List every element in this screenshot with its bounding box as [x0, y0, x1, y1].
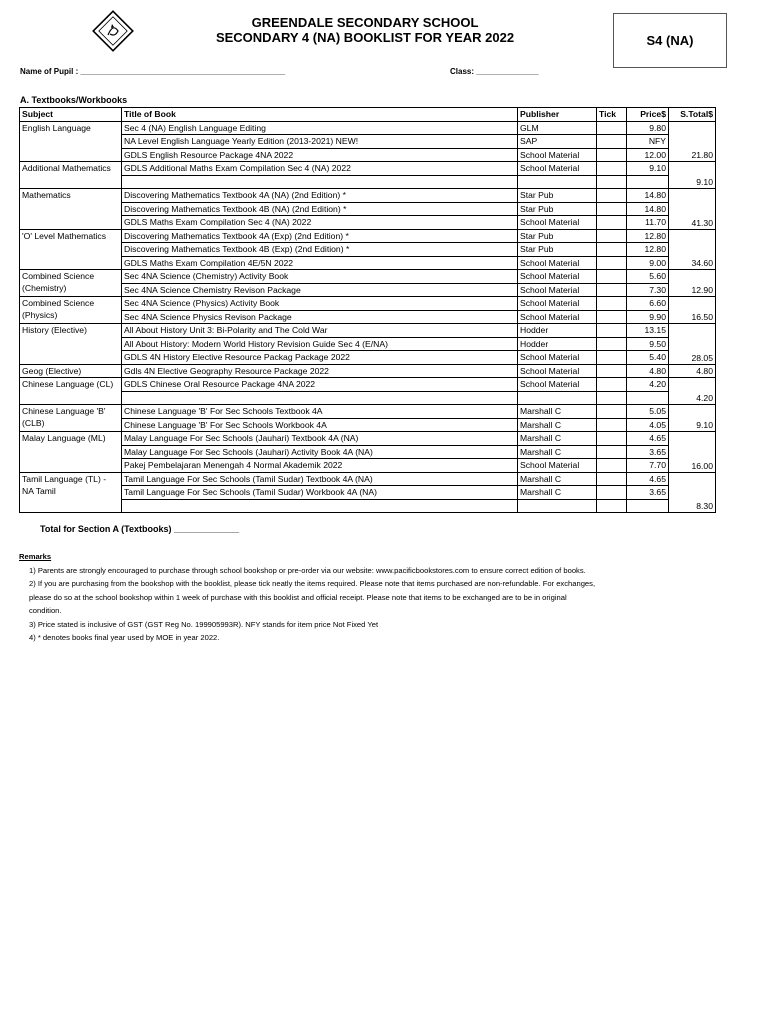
book-title-cell: GDLS English Resource Package 4NA 2022 [122, 148, 518, 162]
class-code-box [613, 13, 727, 68]
publisher-cell: School Material [518, 297, 597, 311]
subtotal-cell: 4.20 [669, 378, 716, 405]
tick-checkbox[interactable] [597, 405, 627, 419]
table-row [20, 391, 716, 405]
publisher-cell: Star Pub [518, 229, 597, 243]
table-row [20, 243, 716, 257]
remarks-title: Remarks [19, 552, 52, 561]
subject-cell: Geog (Elective) [20, 364, 122, 378]
table-row [20, 499, 716, 513]
book-title-cell: Gdls 4N Elective Geography Resource Package 2022 [122, 364, 518, 378]
table-row [20, 324, 716, 338]
book-title-cell: Sec 4NA Science (Chemistry) Activity Book [122, 270, 518, 284]
price-cell: 5.40 [627, 351, 669, 365]
table-row [20, 364, 716, 378]
subtotal-cell: 12.90 [669, 270, 716, 297]
price-cell [627, 499, 669, 513]
subtotal-cell: 16.50 [669, 297, 716, 324]
price-cell: 14.80 [627, 202, 669, 216]
tick-checkbox[interactable] [597, 351, 627, 365]
tick-checkbox[interactable] [597, 216, 627, 230]
price-cell: 4.20 [627, 378, 669, 392]
price-cell: 6.60 [627, 297, 669, 311]
publisher-cell: Hodder [518, 337, 597, 351]
subtotal-cell: 4.80 [669, 364, 716, 378]
publisher-cell: Star Pub [518, 189, 597, 203]
col-subject: Subject [20, 108, 122, 122]
subject-cell: Chinese Language 'B' (CLB) [20, 405, 122, 432]
tick-checkbox[interactable] [597, 499, 627, 513]
subtotal-cell: 16.00 [669, 432, 716, 473]
book-title-cell: Discovering Mathematics Textbook 4B (NA) (2nd Edition) * [122, 202, 518, 216]
tick-checkbox[interactable] [597, 148, 627, 162]
price-cell: NFY [627, 135, 669, 149]
book-title-cell: Tamil Language For Sec Schools (Tamil Sudar) Workbook 4A (NA) [122, 486, 518, 500]
publisher-cell: School Material [518, 459, 597, 473]
remarks-section [19, 550, 739, 645]
price-cell: 5.05 [627, 405, 669, 419]
school-name: GREENDALE SECONDARY SCHOOL [251, 15, 479, 30]
table-row [20, 162, 716, 176]
subtotal-cell: 41.30 [669, 189, 716, 230]
remark-item: 1) Parents are strongly encouraged to purchase through school bookshop or pre-order via our website: www.pacificbookstores.com to ensure correct edition of books. [29, 565, 586, 575]
table-row [20, 256, 716, 270]
table-row [20, 405, 716, 419]
price-cell: 4.65 [627, 432, 669, 446]
table-row [20, 472, 716, 486]
tick-checkbox[interactable] [597, 364, 627, 378]
book-title-cell: GDLS 4N History Elective Resource Packag Package 2022 [122, 351, 518, 365]
tick-checkbox[interactable] [597, 337, 627, 351]
book-title-cell [122, 391, 518, 405]
book-title-cell: Sec 4NA Science (Physics) Activity Book [122, 297, 518, 311]
table-row [20, 337, 716, 351]
publisher-cell: School Material [518, 310, 597, 324]
price-cell: 3.65 [627, 445, 669, 459]
remark-item: condition. [29, 606, 62, 615]
publisher-cell: School Material [518, 162, 597, 176]
book-title-cell: Chinese Language 'B' For Sec Schools Workbook 4A [122, 418, 518, 432]
book-title-cell: All About History Unit 3: Bi-Polarity and The Cold War [122, 324, 518, 338]
subtotal-cell: 34.60 [669, 229, 716, 270]
subject-cell: Combined Science (Chemistry) [20, 270, 122, 297]
publisher-cell: SAP [518, 135, 597, 149]
remark-item: 3) Price stated is inclusive of GST (GST Reg No. 199905993R). NFY stands for item price Not Fixed Yet [29, 619, 379, 629]
price-cell [627, 175, 669, 189]
class-code: S4 (NA) [646, 33, 694, 48]
price-cell: 9.10 [627, 162, 669, 176]
publisher-cell: GLM [518, 121, 597, 135]
book-title-cell: NA Level English Language Yearly Edition (2013-2021) NEW! [122, 135, 518, 149]
book-title-cell: Malay Language For Sec Schools (Jauhari) Textbook 4A (NA) [122, 432, 518, 446]
publisher-cell: School Material [518, 283, 597, 297]
booklist-title: SECONDARY 4 (NA) BOOKLIST FOR YEAR 2022 [215, 30, 515, 45]
table-row [20, 351, 716, 365]
table-row [20, 229, 716, 243]
price-cell: 12.00 [627, 148, 669, 162]
table-header-row [20, 108, 716, 122]
price-cell: 9.50 [627, 337, 669, 351]
tick-checkbox[interactable] [597, 202, 627, 216]
publisher-cell [518, 391, 597, 405]
subject-cell: History (Elective) [20, 324, 122, 365]
table-row [20, 270, 716, 284]
publisher-cell [518, 499, 597, 513]
publisher-cell: School Material [518, 148, 597, 162]
table-row [20, 121, 716, 135]
table-row [20, 283, 716, 297]
subject-cell: Malay Language (ML) [20, 432, 122, 473]
publisher-cell: Hodder [518, 324, 597, 338]
publisher-cell: Marshall C [518, 445, 597, 459]
price-cell: 4.05 [627, 418, 669, 432]
book-title-cell: GDLS Maths Exam Compilation 4E/5N 2022 [122, 256, 518, 270]
book-title-cell: Pakej Pembelajaran Menengah 4 Normal Akademik 2022 [122, 459, 518, 473]
subtotal-cell: 28.05 [669, 324, 716, 365]
col-tick: Tick [597, 108, 627, 122]
table-row [20, 135, 716, 149]
table-row [20, 189, 716, 203]
publisher-cell [518, 175, 597, 189]
tick-checkbox[interactable] [597, 472, 627, 486]
table-row [20, 378, 716, 392]
subject-cell: 'O' Level Mathematics [20, 229, 122, 270]
tick-checkbox[interactable] [597, 175, 627, 189]
book-title-cell [122, 499, 518, 513]
tick-checkbox[interactable] [597, 270, 627, 284]
price-cell: 4.80 [627, 364, 669, 378]
book-title-cell: Discovering Mathematics Textbook 4B (Exp) (2nd Edition) * [122, 243, 518, 257]
tick-checkbox[interactable] [597, 432, 627, 446]
publisher-cell: School Material [518, 216, 597, 230]
school-logo-icon [90, 8, 136, 54]
remark-item: please do so at the school bookshop within 1 week of purchase with this booklist and official receipt. Please note that items to be exchanged are to be in original [29, 592, 567, 602]
tick-checkbox[interactable] [597, 445, 627, 459]
table-row [20, 297, 716, 311]
tick-checkbox[interactable] [597, 378, 627, 392]
book-title-cell: Chinese Language 'B' For Sec Schools Textbook 4A [122, 405, 518, 419]
table-row [20, 148, 716, 162]
price-cell: 3.65 [627, 486, 669, 500]
publisher-cell: School Material [518, 364, 597, 378]
subject-cell: Tamil Language (TL) - NA Tamil [20, 472, 122, 513]
book-title-cell: GDLS Additional Maths Exam Compilation Sec 4 (NA) 2022 [122, 162, 518, 176]
subject-cell: English Language [20, 121, 122, 162]
price-cell: 13.15 [627, 324, 669, 338]
publisher-cell: Marshall C [518, 472, 597, 486]
subtotal-cell: 21.80 [669, 121, 716, 162]
publisher-cell: Star Pub [518, 202, 597, 216]
book-title-cell: All About History: Modern World History Revision Guide Sec 4 (E/NA) [122, 337, 518, 351]
table-row [20, 202, 716, 216]
table-row [20, 459, 716, 473]
tick-checkbox[interactable] [597, 310, 627, 324]
price-cell: 9.90 [627, 310, 669, 324]
publisher-cell: Marshall C [518, 432, 597, 446]
tick-checkbox[interactable] [597, 418, 627, 432]
tick-checkbox[interactable] [597, 121, 627, 135]
book-title-cell: Discovering Mathematics Textbook 4A (Exp) (2nd Edition) * [122, 229, 518, 243]
remark-item: 2) If you are purchasing from the bookshop with the booklist, please tick neatly the items required. Please note that items purchased are non-refundable. For exchanges, [29, 579, 596, 588]
table-row [20, 310, 716, 324]
book-title-cell: GDLS Chinese Oral Resource Package 4NA 2022 [122, 378, 518, 392]
table-row [20, 445, 716, 459]
price-cell: 9.00 [627, 256, 669, 270]
price-cell [627, 391, 669, 405]
subject-cell: Mathematics [20, 189, 122, 230]
tick-checkbox[interactable] [597, 459, 627, 473]
price-cell: 11.70 [627, 216, 669, 230]
tick-checkbox[interactable] [597, 135, 627, 149]
subject-cell: Chinese Language (CL) [20, 378, 122, 405]
tick-checkbox[interactable] [597, 324, 627, 338]
publisher-cell: Marshall C [518, 418, 597, 432]
col-publisher: Publisher [518, 108, 597, 122]
tick-checkbox[interactable] [597, 256, 627, 270]
publisher-cell: School Material [518, 378, 597, 392]
book-title-cell: Discovering Mathematics Textbook 4A (NA) (2nd Edition) * [122, 189, 518, 203]
section-a-total: Total for Section A (Textbooks) _____________ [40, 524, 240, 534]
tick-checkbox[interactable] [597, 486, 627, 500]
book-title-cell: Sec 4 (NA) English Language Editing [122, 121, 518, 135]
book-title-cell: GDLS Maths Exam Compilation Sec 4 (NA) 2022 [122, 216, 518, 230]
subtotal-cell: 9.10 [669, 405, 716, 432]
table-row [20, 216, 716, 230]
book-title-cell: Sec 4NA Science Chemistry Revison Package [122, 283, 518, 297]
publisher-cell: Star Pub [518, 243, 597, 257]
remark-item: 4) * denotes books final year used by MOE in year 2022. [29, 633, 220, 642]
publisher-cell: School Material [518, 270, 597, 284]
section-a-title: A. Textbooks/Workbooks [20, 95, 128, 105]
book-title-cell: Tamil Language For Sec Schools (Tamil Sudar) Textbook 4A (NA) [122, 472, 518, 486]
class-field[interactable]: Class: ______________ [450, 67, 539, 76]
tick-checkbox[interactable] [597, 162, 627, 176]
publisher-cell: Marshall C [518, 405, 597, 419]
table-row [20, 175, 716, 189]
price-cell: 12.80 [627, 243, 669, 257]
book-title-cell: Sec 4NA Science Physics Revison Package [122, 310, 518, 324]
tick-checkbox[interactable] [597, 391, 627, 405]
col-subtotal: S.Total$ [669, 108, 716, 122]
tick-checkbox[interactable] [597, 243, 627, 257]
table-row [20, 486, 716, 500]
price-cell: 7.70 [627, 459, 669, 473]
subject-cell: Additional Mathematics [20, 162, 122, 189]
subtotal-cell: 8.30 [669, 472, 716, 513]
book-title-cell: Malay Language For Sec Schools (Jauhari) Activity Book 4A (NA) [122, 445, 518, 459]
table-row [20, 418, 716, 432]
booklist-table [19, 107, 716, 513]
price-cell: 12.80 [627, 229, 669, 243]
col-title: Title of Book [122, 108, 518, 122]
price-cell: 4.65 [627, 472, 669, 486]
pupil-name-field[interactable]: Name of Pupil : ______________________________________________ [20, 67, 286, 76]
publisher-cell: Marshall C [518, 486, 597, 500]
tick-checkbox[interactable] [597, 283, 627, 297]
price-cell: 14.80 [627, 189, 669, 203]
subtotal-cell: 9.10 [669, 162, 716, 189]
table-row [20, 432, 716, 446]
price-cell: 7.30 [627, 283, 669, 297]
tick-checkbox[interactable] [597, 297, 627, 311]
price-cell: 9.80 [627, 121, 669, 135]
tick-checkbox[interactable] [597, 189, 627, 203]
tick-checkbox[interactable] [597, 229, 627, 243]
col-price: Price$ [627, 108, 669, 122]
subject-cell: Combined Science (Physics) [20, 297, 122, 324]
book-title-cell [122, 175, 518, 189]
price-cell: 5.60 [627, 270, 669, 284]
publisher-cell: School Material [518, 351, 597, 365]
publisher-cell: School Material [518, 256, 597, 270]
